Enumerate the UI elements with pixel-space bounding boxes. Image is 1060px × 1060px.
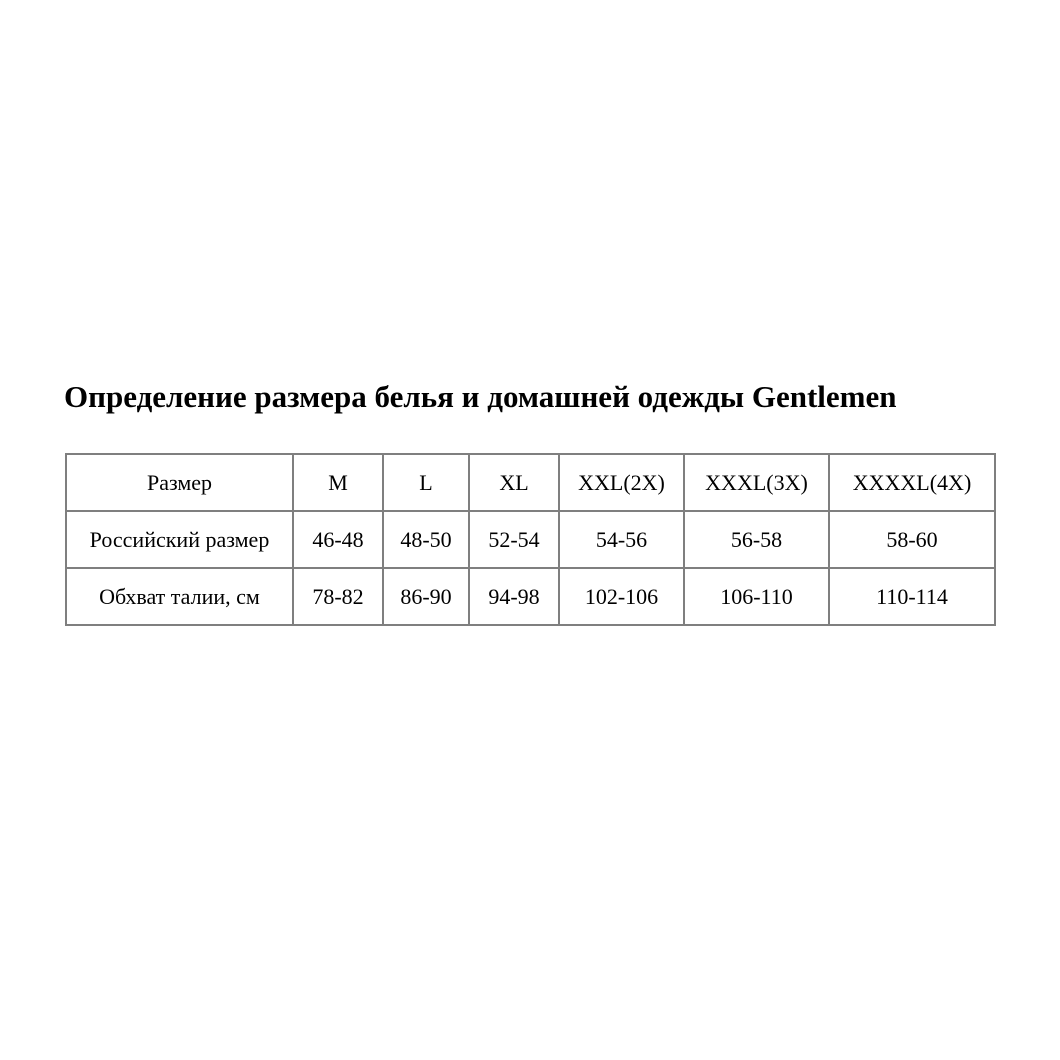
table-cell: 58-60	[829, 511, 995, 568]
size-chart-table	[65, 453, 996, 626]
table-cell: 110-114	[829, 568, 995, 625]
table-cell: 52-54	[469, 511, 559, 568]
row-label-waist: Обхват талии, см	[66, 568, 293, 625]
page-title: Определение размера белья и домашней одежды Gentlemen	[64, 379, 897, 414]
table-row-russian-size	[66, 511, 995, 568]
table-cell: 102-106	[559, 568, 684, 625]
table-cell: 94-98	[469, 568, 559, 625]
table-cell: 86-90	[383, 568, 469, 625]
column-header-xxxl: XXXL(3X)	[684, 454, 829, 511]
table-cell: 54-56	[559, 511, 684, 568]
column-header-xl: XL	[469, 454, 559, 511]
column-header-m: M	[293, 454, 383, 511]
table-cell: 78-82	[293, 568, 383, 625]
column-header-xxxxl: XXXXL(4X)	[829, 454, 995, 511]
column-header-l: L	[383, 454, 469, 511]
table-cell: 46-48	[293, 511, 383, 568]
table-header-row	[66, 454, 995, 511]
table-cell: 56-58	[684, 511, 829, 568]
table-cell: 48-50	[383, 511, 469, 568]
row-label-russian-size: Российский размер	[66, 511, 293, 568]
column-header-xxl: XXL(2X)	[559, 454, 684, 511]
table-cell: 106-110	[684, 568, 829, 625]
column-header-size: Размер	[66, 454, 293, 511]
table-row-waist	[66, 568, 995, 625]
